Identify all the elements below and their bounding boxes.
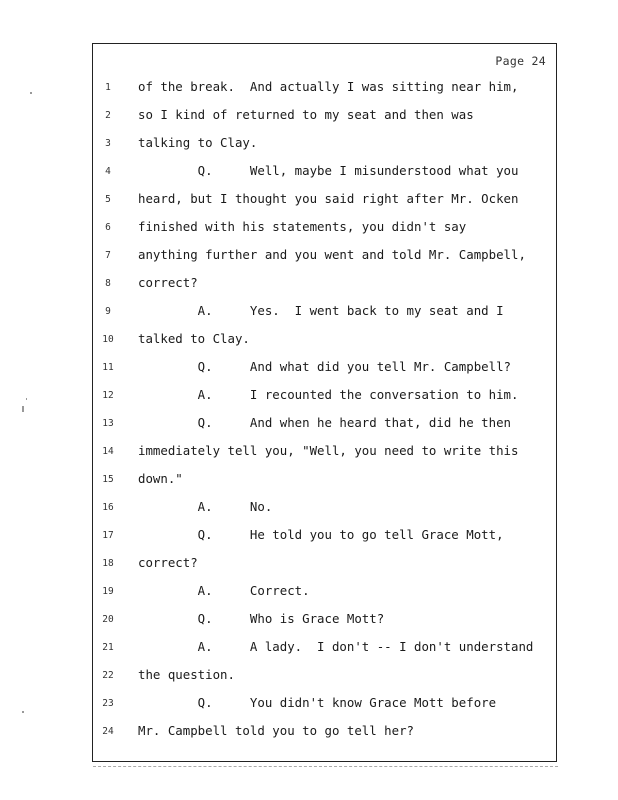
line-number: 9 bbox=[105, 306, 111, 317]
line-number: 19 bbox=[102, 586, 114, 597]
line-text: down." bbox=[138, 471, 183, 486]
transcript-line bbox=[93, 302, 556, 322]
line-text: correct? bbox=[138, 555, 198, 570]
line-text: finished with his statements, you didn't say bbox=[138, 219, 467, 234]
line-number: 6 bbox=[105, 222, 111, 233]
line-number: 15 bbox=[102, 474, 114, 485]
line-number: 21 bbox=[102, 642, 114, 653]
line-text: A. Correct. bbox=[138, 583, 310, 598]
line-number: 10 bbox=[102, 334, 114, 345]
transcript-lines bbox=[93, 44, 556, 761]
scan-speck bbox=[30, 92, 32, 94]
line-number: 5 bbox=[105, 194, 111, 205]
transcript-line bbox=[93, 638, 556, 658]
line-text: heard, but I thought you said right after Mr. Ocken bbox=[138, 191, 519, 206]
transcript-line bbox=[93, 190, 556, 210]
transcript-line bbox=[93, 218, 556, 238]
line-number: 14 bbox=[102, 446, 114, 457]
transcript-line bbox=[93, 442, 556, 462]
line-number: 1 bbox=[105, 82, 111, 93]
line-text: Q. And when he heard that, did he then bbox=[138, 415, 511, 430]
line-number: 4 bbox=[105, 166, 111, 177]
line-text: A. No. bbox=[138, 499, 273, 514]
transcript-line bbox=[93, 134, 556, 154]
line-number: 2 bbox=[105, 110, 111, 121]
line-number: 23 bbox=[102, 698, 114, 709]
transcript-line bbox=[93, 274, 556, 294]
line-text: Q. Who is Grace Mott? bbox=[138, 611, 385, 626]
line-number: 11 bbox=[102, 362, 114, 373]
line-number: 18 bbox=[102, 558, 114, 569]
line-text: talked to Clay. bbox=[138, 331, 250, 346]
line-text: talking to Clay. bbox=[138, 135, 258, 150]
line-text: of the break. And actually I was sitting near him, bbox=[138, 79, 519, 94]
line-text: A. I recounted the conversation to him. bbox=[138, 387, 519, 402]
transcript-line bbox=[93, 330, 556, 350]
transcript-line bbox=[93, 78, 556, 98]
line-number: 16 bbox=[102, 502, 114, 513]
transcript-line bbox=[93, 358, 556, 378]
transcript-line bbox=[93, 694, 556, 714]
transcript-line bbox=[93, 386, 556, 406]
scan-speck bbox=[22, 406, 24, 412]
line-text: so I kind of returned to my seat and then was bbox=[138, 107, 474, 122]
line-text: Q. Well, maybe I misunderstood what you bbox=[138, 163, 519, 178]
transcript-line bbox=[93, 498, 556, 518]
line-text: correct? bbox=[138, 275, 198, 290]
scan-speck bbox=[26, 398, 27, 400]
line-number: 13 bbox=[102, 418, 114, 429]
line-number: 17 bbox=[102, 530, 114, 541]
line-text: Q. He told you to go tell Grace Mott, bbox=[138, 527, 504, 542]
page-number: Page 24 bbox=[495, 54, 546, 68]
line-number: 7 bbox=[105, 250, 111, 261]
line-text: immediately tell you, "Well, you need to write this bbox=[138, 443, 519, 458]
transcript-line bbox=[93, 666, 556, 686]
line-text: A. A lady. I don't -- I don't understand bbox=[138, 639, 534, 654]
transcript-line bbox=[93, 722, 556, 742]
scan-speck bbox=[22, 711, 24, 713]
line-text: anything further and you went and told Mr. Campbell, bbox=[138, 247, 526, 262]
line-number: 22 bbox=[102, 670, 114, 681]
scan-edge-line bbox=[93, 766, 558, 768]
line-text: A. Yes. I went back to my seat and I bbox=[138, 303, 504, 318]
transcript-line bbox=[93, 162, 556, 182]
line-text: Mr. Campbell told you to go tell her? bbox=[138, 723, 415, 738]
transcript-line bbox=[93, 526, 556, 546]
line-number: 24 bbox=[102, 726, 114, 737]
line-number: 8 bbox=[105, 278, 111, 289]
transcript-line bbox=[93, 470, 556, 490]
line-text: Q. And what did you tell Mr. Campbell? bbox=[138, 359, 511, 374]
transcript-line bbox=[93, 582, 556, 602]
line-text: the question. bbox=[138, 667, 235, 682]
transcript-line bbox=[93, 246, 556, 266]
line-number: 3 bbox=[105, 138, 111, 149]
line-number: 20 bbox=[102, 614, 114, 625]
transcript-line bbox=[93, 610, 556, 630]
transcript-line bbox=[93, 414, 556, 434]
transcript-line bbox=[93, 106, 556, 126]
line-number: 12 bbox=[102, 390, 114, 401]
line-text: Q. You didn't know Grace Mott before bbox=[138, 695, 497, 710]
transcript-page bbox=[92, 43, 557, 762]
transcript-line bbox=[93, 554, 556, 574]
